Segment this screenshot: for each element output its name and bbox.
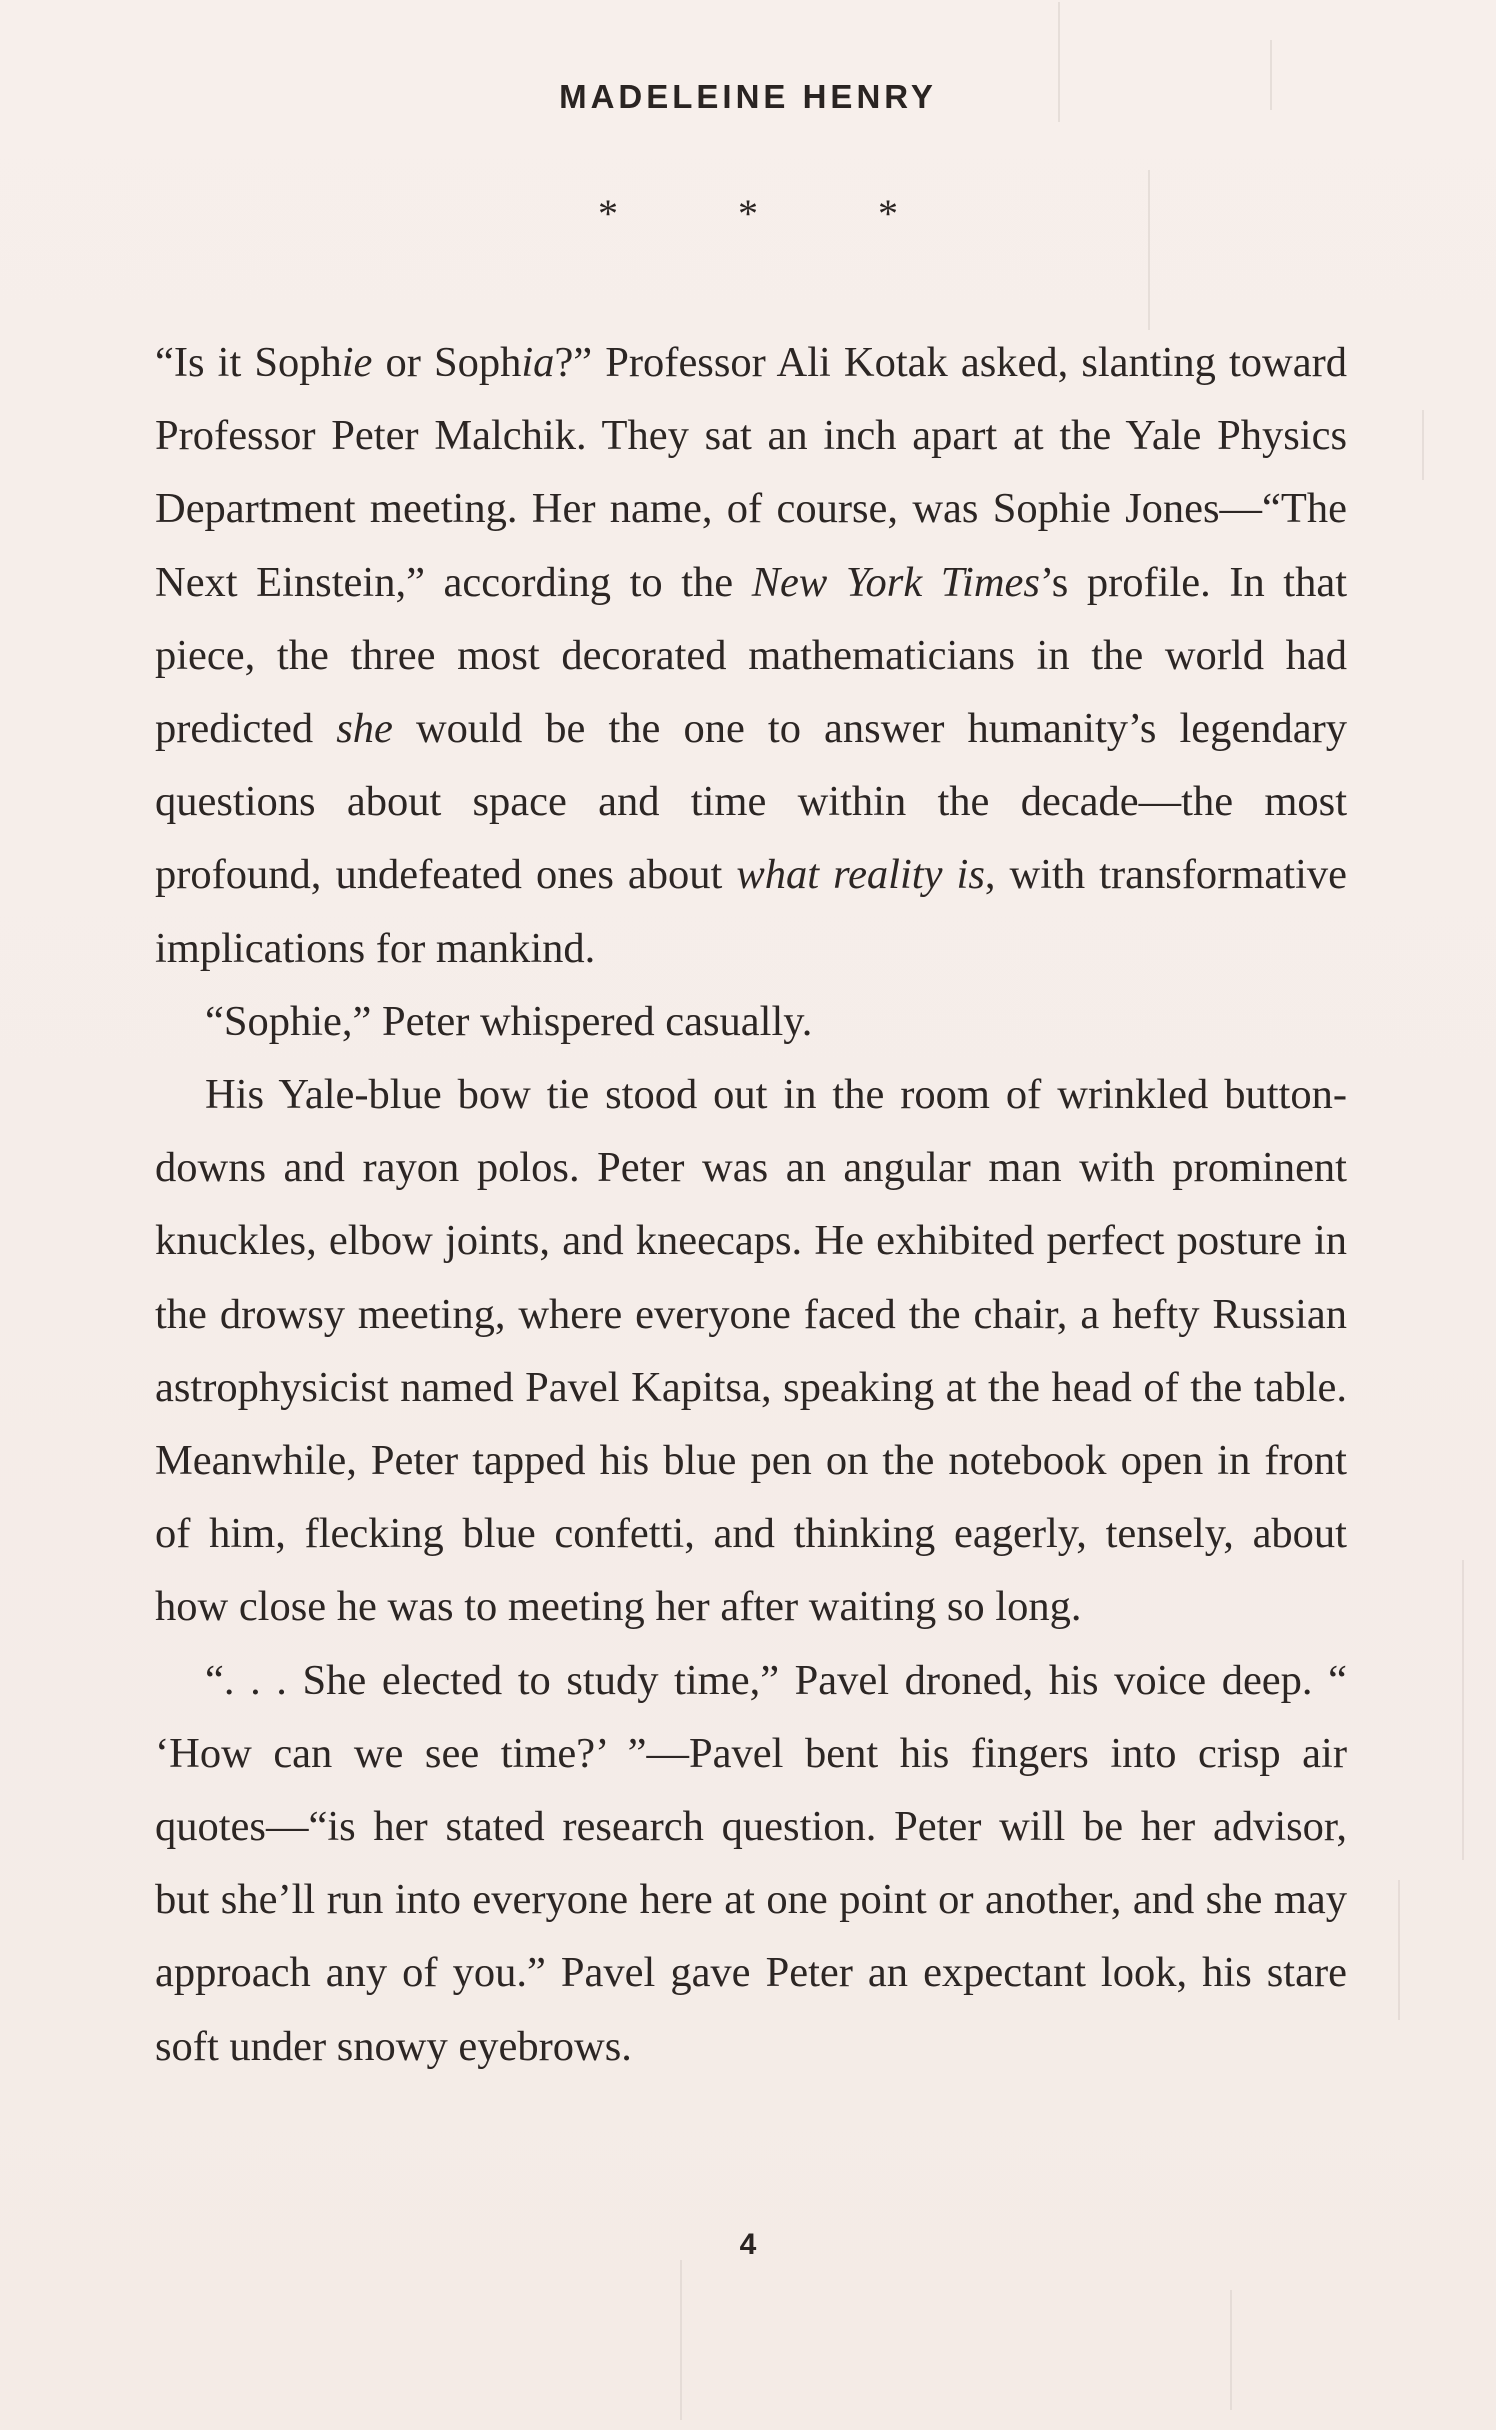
text-run: or Soph [372,339,522,386]
text-run: , with transformative implications for mankind. [155,851,1347,972]
scene-break-asterisk: * [738,191,758,236]
scan-mark [1462,1560,1464,1860]
scan-mark [1230,2290,1232,2410]
scan-mark [1422,410,1424,480]
text-run: “Is it Soph [155,339,342,386]
paragraph-3: His Yale-blue bow tie stood out in the room of wrinkled button-downs and rayon polos. Peter was an angular man with prominent knuckles, elbow joints, and kneecaps. He exhibited perfect posture in the drowsy meeting, where everyone faced the chair, a hefty Russian astrophysicist named Pavel Kapitsa, speaking at the head of the table. Meanwhile, Peter tapped his blue pen on the notebook open in front of him, flecking blue confetti, and thinking eagerly, tensely, about how close he was to meeting her after waiting so long. [155,1071,1347,1631]
italic-run: ie [341,339,373,386]
text-run: would be the one to answer humanity’s legendary questions about space and time within the decade—the most profound, undefeated ones about [155,705,1348,899]
scene-break [0,190,1496,237]
page-number: 4 [739,2228,757,2261]
text-run: ’s profile. In that piece, the three most decorated mathematicians in the world had predicted [155,558,1348,753]
paragraph-2: “Sophie,” Peter whispered casually. [205,997,813,1045]
scan-mark [1398,1880,1400,2020]
scene-break-asterisk: * [598,191,618,236]
running-head: MADELEINE HENRY [559,78,937,115]
scene-break-asterisk: * [878,191,898,236]
text-run: ?” Professor Ali Kotak asked, slanting toward Professor Peter Malchik. They sat an inch apart at the Yale Physics Department meeting. Her name, of course, was Sophie Jones—“The Next Einstein,” according to the [155,339,1348,606]
italic-run: what reality is [736,851,985,899]
italic-run: New York Times [751,558,1040,606]
italic-run: she [336,705,393,753]
body-text [155,326,1347,2083]
italic-run: ia [521,339,555,386]
paragraph-1 [155,326,1347,985]
scan-mark [680,2260,682,2420]
paragraph-4: “. . . She elected to study time,” Pavel droned, his voice deep. “ ‘How can we see time?’ ”—Pavel bent his fingers into crisp air quotes—“is her stated research question. Peter will be her advisor, but she’ll run into everyone here at one point or another, and she may approach any of you.” Pavel gave Peter an expectant look, his stare soft under snowy eyebrows. [155,1656,1347,2070]
